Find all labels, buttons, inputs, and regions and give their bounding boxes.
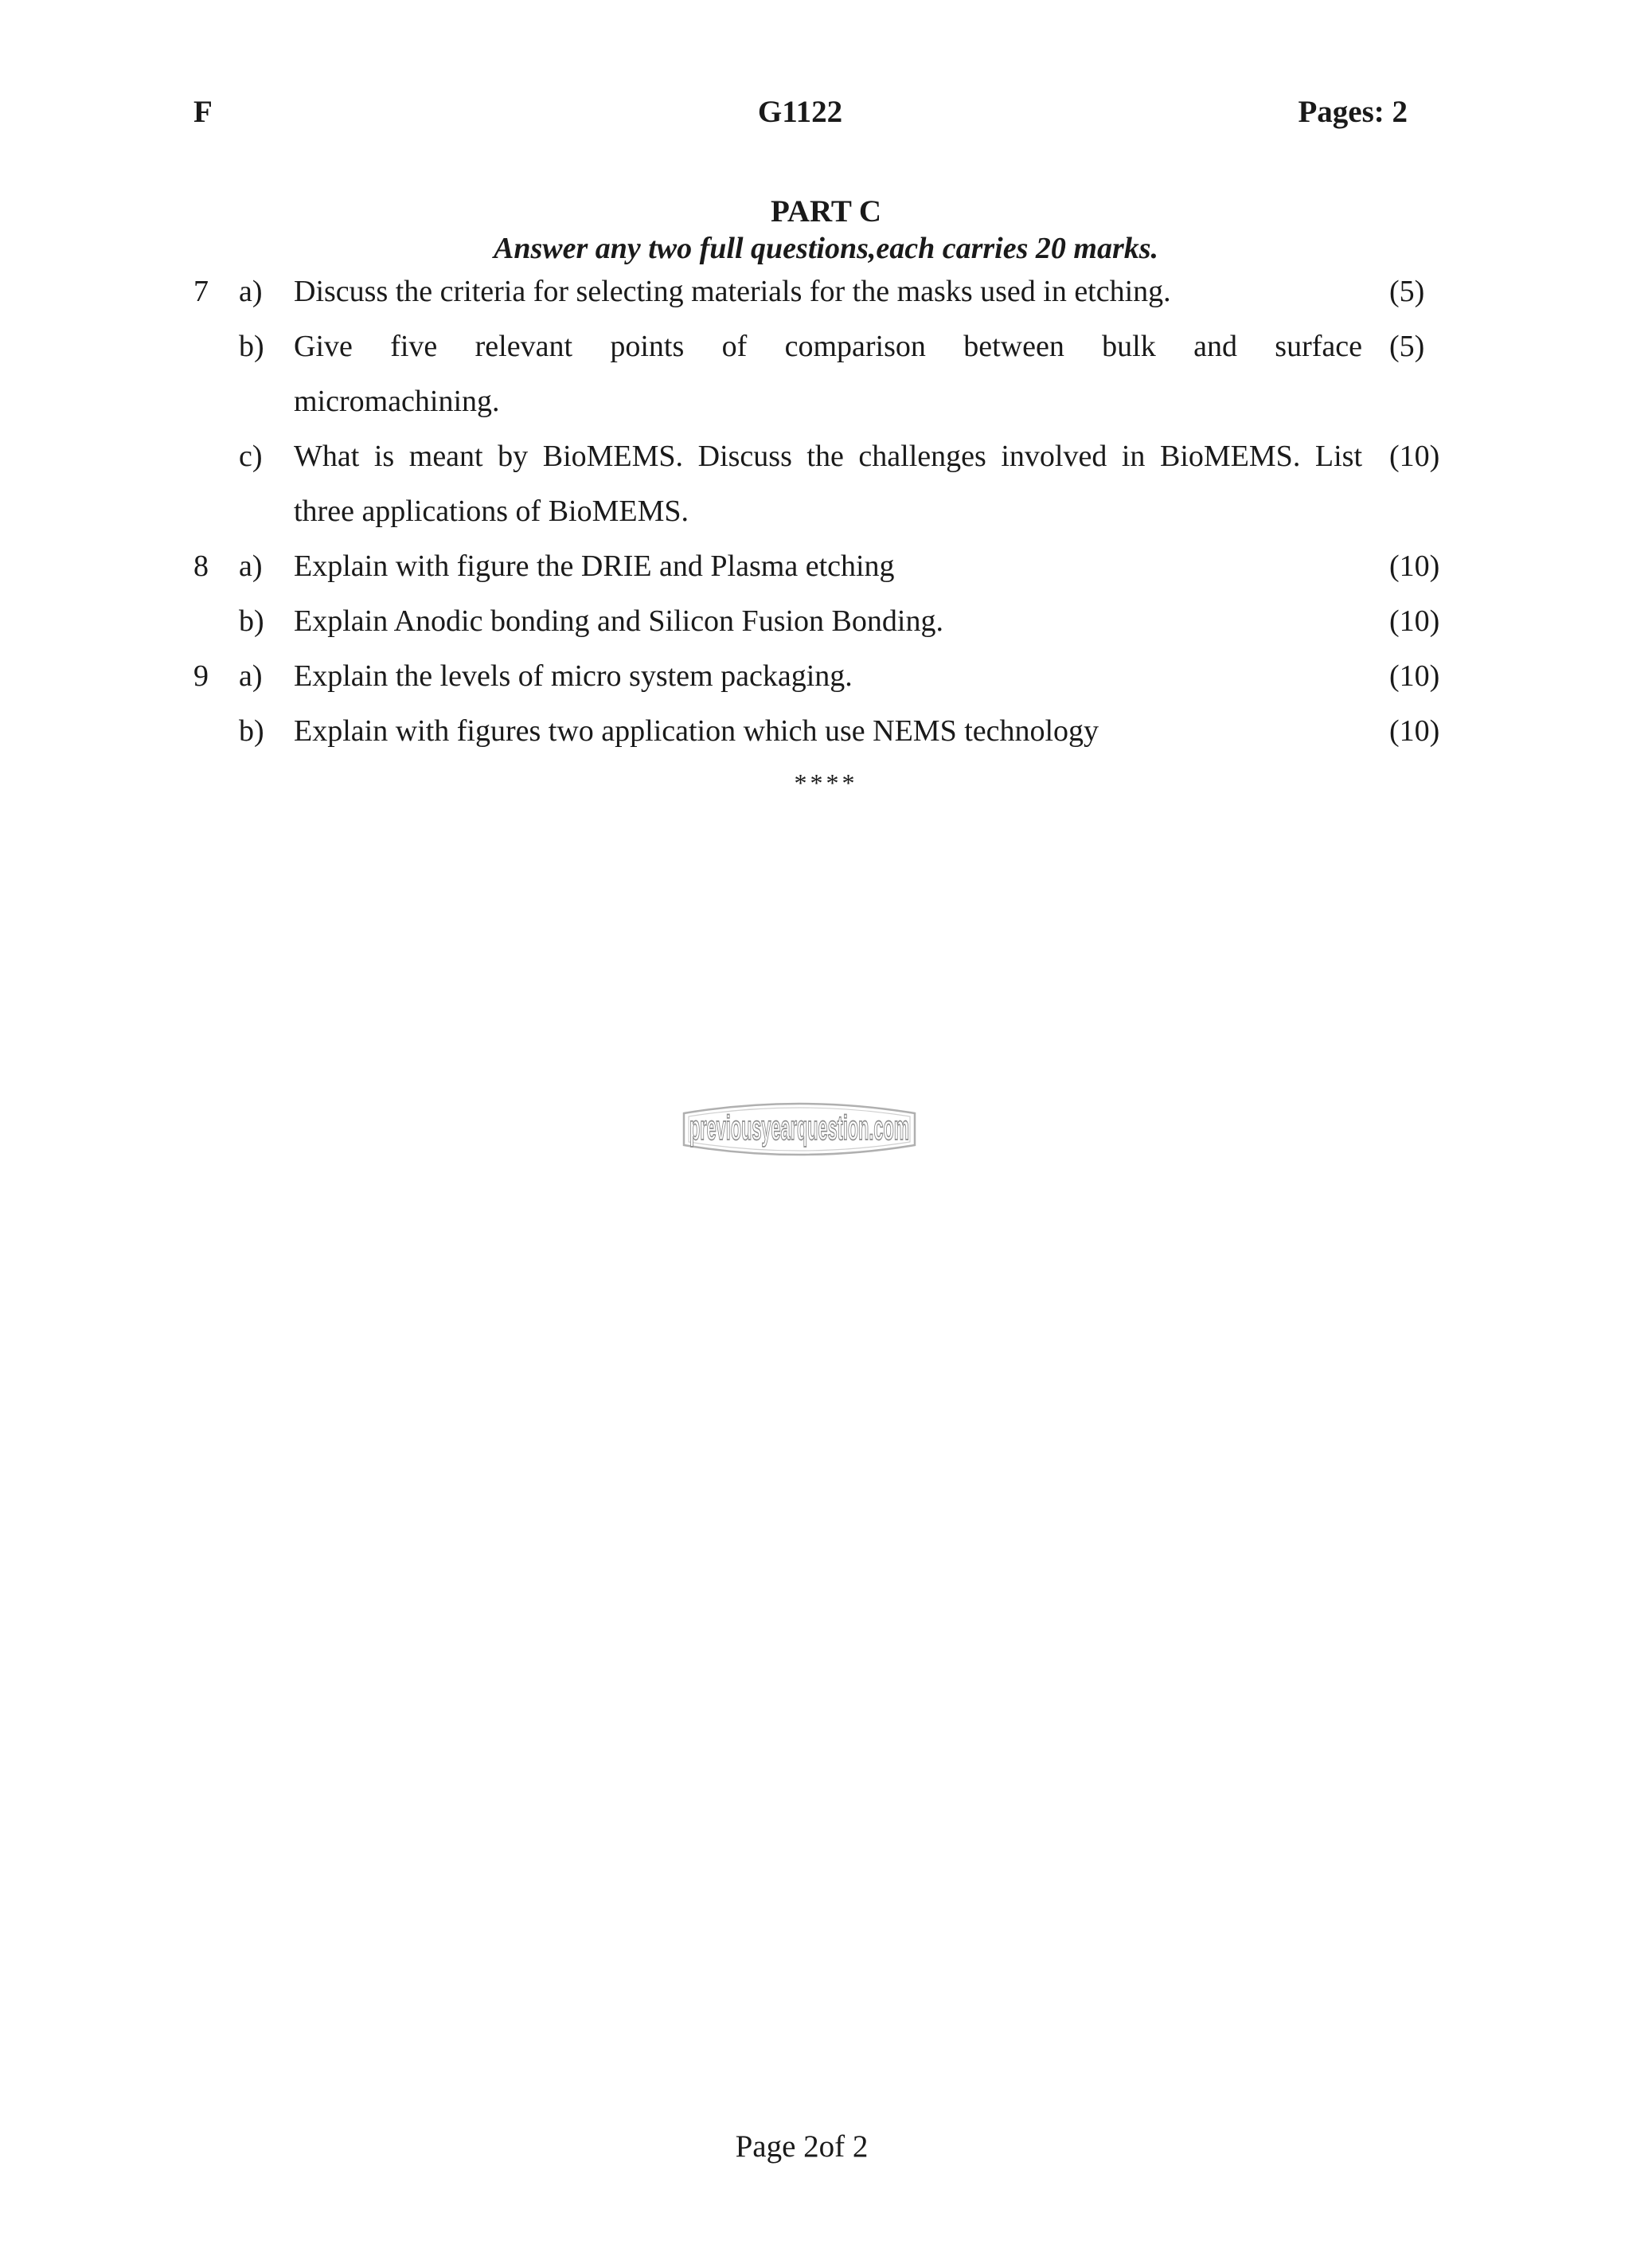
question-text-line: Explain with figure the DRIE and Plasma etching <box>294 549 895 583</box>
page-count: Pages: 2 <box>1298 95 1408 129</box>
question-text <box>294 319 1362 429</box>
question-text-line: Explain with figures two application which use NEMS technology <box>294 714 1099 748</box>
question-7-a <box>0 264 1592 319</box>
question-text <box>294 539 1362 594</box>
question-text-line: micromachining. <box>294 385 500 418</box>
marks-label: (5) <box>1389 330 1425 363</box>
page-footer: Page 2of 2 <box>735 2129 869 2164</box>
question-text-line: Discuss the criteria for selecting materials for the masks used in etching. <box>294 275 1171 308</box>
sub-question-label: c) <box>239 440 263 473</box>
part-instruction: Answer any two full questions,each carries 20 marks. <box>493 232 1159 265</box>
set-label: F <box>193 95 213 129</box>
question-text <box>294 594 1362 649</box>
question-text <box>294 649 1362 704</box>
question-text-line: three applications of BioMEMS. <box>294 495 689 528</box>
marks-label: (10) <box>1389 604 1440 638</box>
marks-label: (10) <box>1389 440 1440 473</box>
question-8-b <box>0 594 1592 649</box>
question-number: 9 <box>193 659 209 693</box>
watermark-text: previousyearquestion.com <box>689 1108 909 1148</box>
marks-label: (10) <box>1389 549 1440 583</box>
question-text-line: Explain the levels of micro system packaging. <box>294 659 853 693</box>
question-number: 8 <box>193 549 209 583</box>
watermark-badge-icon <box>679 1089 920 1169</box>
sub-question-label: b) <box>239 714 264 748</box>
question-text-line: Explain Anodic bonding and Silicon Fusion Bonding. <box>294 604 943 638</box>
sub-question-label: b) <box>239 330 264 363</box>
question-7-c <box>0 429 1592 539</box>
page-header <box>0 94 1592 142</box>
question-list <box>0 264 1592 759</box>
question-9-a <box>0 649 1592 704</box>
question-9-b <box>0 704 1592 759</box>
question-number: 7 <box>193 275 209 308</box>
paper-code: G1122 <box>757 95 843 129</box>
question-text-line: Give five relevant points of comparison between bulk and surface <box>294 330 1362 363</box>
marks-label: (10) <box>1389 659 1440 693</box>
sub-question-label: a) <box>239 549 263 583</box>
watermark-logo <box>679 1089 920 1169</box>
question-text <box>294 429 1362 539</box>
question-text <box>294 264 1362 319</box>
question-text <box>294 704 1362 759</box>
sub-question-label: b) <box>239 604 264 638</box>
question-7-b <box>0 319 1592 429</box>
sub-question-label: a) <box>239 275 263 308</box>
sub-question-label: a) <box>239 659 263 693</box>
end-marker: **** <box>794 768 858 797</box>
marks-label: (10) <box>1389 714 1440 748</box>
question-text-line: What is meant by BioMEMS. Discuss the challenges involved in BioMEMS. List <box>294 440 1362 473</box>
marks-label: (5) <box>1389 275 1425 308</box>
question-8-a <box>0 539 1592 594</box>
part-title: PART C <box>770 194 882 229</box>
